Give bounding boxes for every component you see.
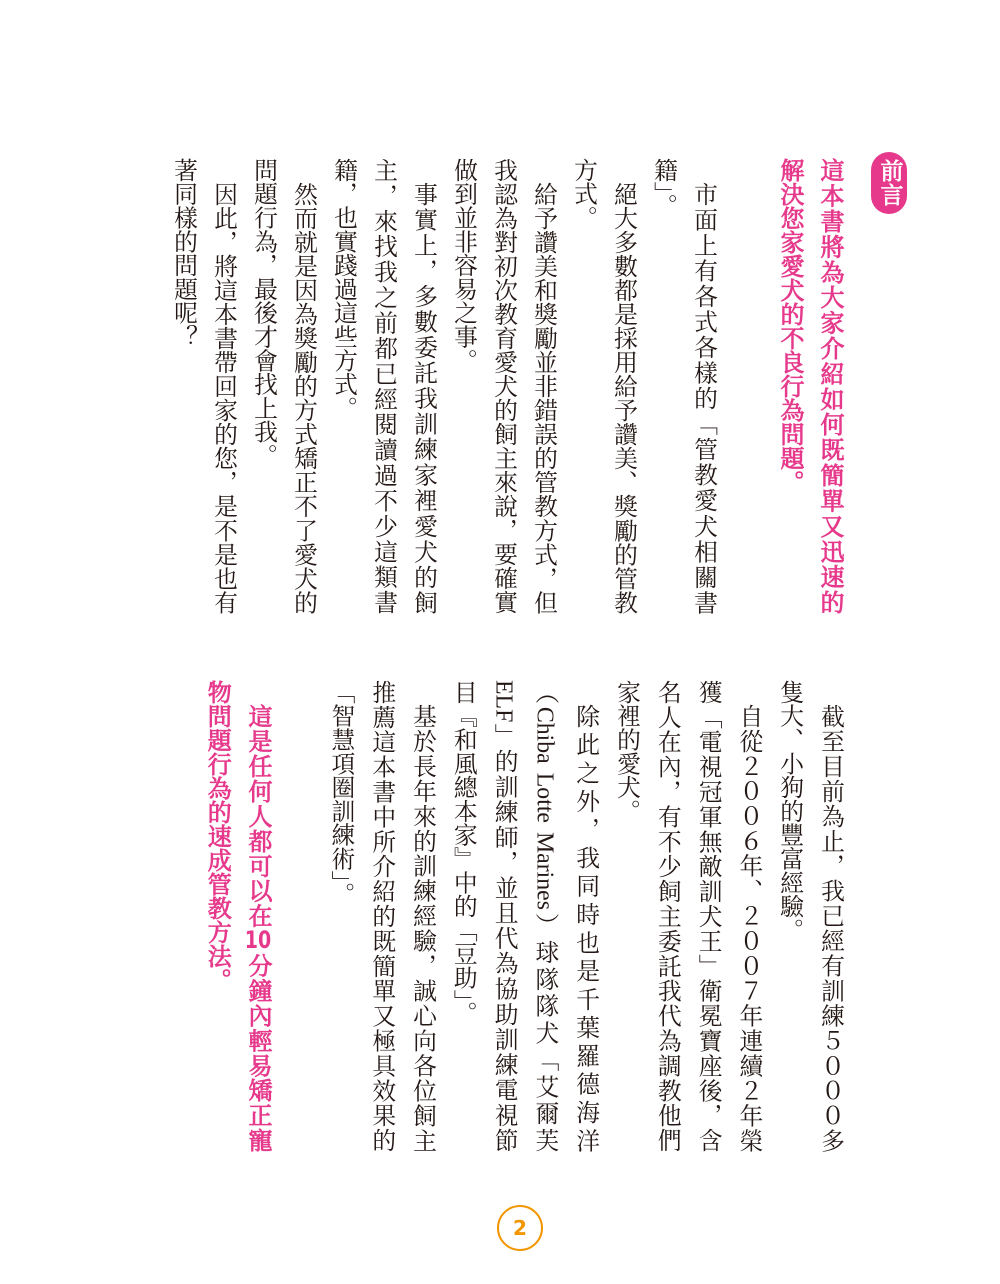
text-line: 給予讚美和獎勵並非錯誤的管教方式，但 xyxy=(530,181,556,614)
text-line: 基於長年來的訓練經驗，誠心向各位飼主 xyxy=(409,703,436,1152)
text-line: 絕大多數都是採用給予讚美、獎勵的管教 xyxy=(610,181,636,614)
heading-line: 這本書將為大家介紹如何既簡單又迅速的 xyxy=(816,158,844,614)
text-line: 家裡的愛犬。 xyxy=(613,680,639,823)
text-line: （Chiba Lotte Marines）球隊隊犬「艾爾芙 xyxy=(531,680,558,1152)
text-line: ELF」的訓練師，並且代為協助訓練電視節 xyxy=(490,680,517,1152)
text-line: 我認為對初次教育愛犬的飼主來說，要確實 xyxy=(490,158,516,614)
intro-paragraph xyxy=(643,158,723,614)
text-line: 隻大、小狗的豐富經驗。 xyxy=(776,680,803,942)
preface-badge-label: 前言 xyxy=(876,159,903,207)
text-line: 問題行為，最後才會找上我。 xyxy=(250,158,276,468)
profile-paragraph xyxy=(605,680,768,1152)
intro-paragraph xyxy=(443,158,563,614)
profile-paragraph xyxy=(768,680,850,1152)
page-number: 2 xyxy=(497,1205,543,1251)
text-line: 方式。 xyxy=(570,158,596,230)
intro-paragraph xyxy=(163,158,243,614)
text-line: 「智慧項圈訓練術」。 xyxy=(327,680,354,907)
text-line: 主，來找我之前都已經閱讀過不少這類書 xyxy=(370,158,396,614)
intro-paragraph xyxy=(323,158,443,614)
text-line: 除此之外，我同時也是千葉羅德海洋 xyxy=(572,703,599,1152)
profile-paragraph xyxy=(320,680,442,1152)
text-line: 推薦這本書中所介紹的既簡單又極具效果的 xyxy=(368,680,395,1152)
text-line: 獲「電視冠軍無敵訓犬王」衛冕寶座後，含 xyxy=(694,680,721,1152)
text-line: 籍，也實踐過這些方式。 xyxy=(330,158,356,420)
text-line: 市面上有各式各樣的「管教愛犬相關書 xyxy=(690,181,716,614)
intro-heading xyxy=(770,158,850,614)
profile-paragraph xyxy=(442,680,605,1152)
text-line: 因此，將這本書帶回家的您，是不是也有 xyxy=(210,181,236,614)
intro-paragraph xyxy=(243,158,323,614)
tagline-line: 物問題行為的速成管教方法。 xyxy=(203,680,232,992)
text-line: 籍」。 xyxy=(650,158,676,218)
text-line: 名人在內，有不少飼主委託我代為調教他們 xyxy=(653,680,680,1152)
heading-line: 解決您家愛犬的不良行為問題。 xyxy=(776,158,804,494)
profile-tagline xyxy=(196,680,278,1152)
text-line: 做到並非容易之事。 xyxy=(450,158,476,373)
intro-body xyxy=(163,158,723,614)
intro-paragraph xyxy=(563,158,643,614)
tagline-line: 這是任何人都可以在10分鐘內輕易矯正寵 xyxy=(243,704,272,1153)
text-line: 目『和風總本家』中的「豆助」。 xyxy=(449,680,476,1026)
profile-body xyxy=(320,680,850,1152)
text-line: 著同樣的問題呢？ xyxy=(170,158,196,349)
preface-badge xyxy=(871,152,907,214)
text-line: 截至目前為止，我已經有訓練５０００多 xyxy=(816,703,843,1152)
text-line: 然而就是因為獎勵的方式矯正不了愛犬的 xyxy=(290,181,316,614)
text-line: 事實上，多數委託我訓練家裡愛犬的飼 xyxy=(410,181,436,614)
text-line: 自從２００６年、２００７年連續２年榮 xyxy=(735,703,762,1152)
